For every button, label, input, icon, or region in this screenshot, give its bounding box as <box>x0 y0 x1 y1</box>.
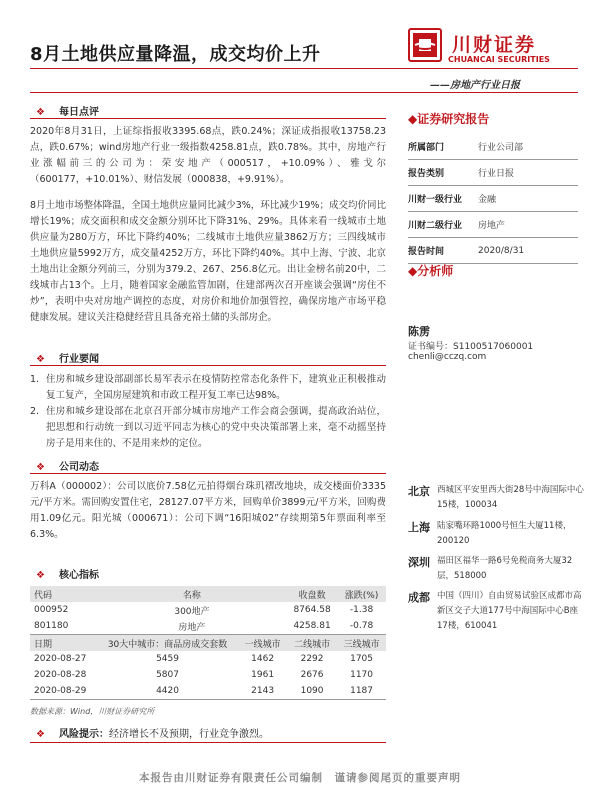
table-row: 801180 房地产 4258.81 -0.78 <box>30 618 386 635</box>
diamond-bullet-icon: ❖ <box>36 570 45 581</box>
diamond-bullet-icon: ❖ <box>36 729 45 740</box>
table-row: 川财一级行业 金融 <box>408 186 578 212</box>
section-industry-news: ❖ 行业要闻 <box>36 354 99 365</box>
office-address: 福田区福华一路6号免税商务大厦32层，518000 <box>437 556 573 581</box>
logo-icon <box>408 28 442 62</box>
list-item: 2. 住房和城乡建设部在北京召开部分城市房地产工作会商会强调，提高政治站位，把思想和行动统一到以习近平同志为核心的党中央决策部署上来，毫不动摇坚持房子是用来住的、不是用来炒的定位。 <box>30 406 386 449</box>
section-divider <box>30 473 386 474</box>
key-indicators-table <box>30 586 386 700</box>
table-source-note: 数据来源：Wind，川财证券研究所 <box>30 707 155 716</box>
risk-warning: ❖ 风险提示：经济增长不及预期，行业竞争激烈。 <box>36 729 269 740</box>
industry-news-list <box>30 372 386 452</box>
section-company-news: ❖ 公司动态 <box>36 462 99 473</box>
diamond-bullet-icon: ◆ <box>408 264 418 278</box>
table-row: 2020-08-29 4420 2143 1090 1187 <box>30 683 386 700</box>
header-divider <box>30 68 578 69</box>
office-address: 西城区平安里西大街28号中海国际中心15楼，100034 <box>437 485 584 510</box>
office-city: 北京 <box>408 485 430 498</box>
market-summary: 2020年8月31日，上证综指报收3395.68点，跌0.24%；深证成指报收13758.23点，跌0.67%；wind房地产行业一级指数4258.81点，跌0.78%。其中，房地产行业涨幅前三的公司为：荣安地产（000517，+10.09%）、雅戈尔（600177，+10.01%）、财信发展（000838，+9.91%）。 <box>30 126 386 185</box>
table-row: 报告时间 2020/8/31 <box>408 238 578 264</box>
table-row: 报告类别 行业日报 <box>408 160 578 186</box>
subtitle-divider <box>30 92 578 93</box>
table-header-row: 日期 30大中城市：商品房成交套数 一线城市 二线城市 三线城市 <box>30 635 386 652</box>
analyst-name: 陈雳 <box>408 325 430 338</box>
report-info-table <box>408 134 578 264</box>
footer-disclaimer: 本报告由川财证券有限责任公司编制 谨请参阅尾页的重要声明 <box>139 772 461 784</box>
daily-review-body <box>30 124 386 326</box>
table-row: 2020-08-28 5807 1961 2676 1170 <box>34 670 374 680</box>
analyst-license: 证书编号：S1100517060001 <box>408 342 534 352</box>
office-city: 上海 <box>408 521 430 534</box>
report-title: 8月土地供应量降温，成交均价上升 <box>30 44 321 65</box>
section-divider <box>30 365 386 366</box>
diamond-bullet-icon: ◆ <box>408 112 418 126</box>
diamond-bullet-icon: ❖ <box>36 107 45 118</box>
logo-text-en: CHUANCAI SECURITIES <box>448 55 550 64</box>
table-row: 000952 300地产 8764.58 -1.38 <box>34 605 374 617</box>
section-divider <box>30 118 386 119</box>
company-news-body: 万科A（000002）：公司以底价7.58亿元拍得烟台珠玑褶改地块，成交楼面价3335元/平方米。需回购安置住宅，28127.07平方米，回购单价3899元/平方米，回购费用1.09亿元。阳光城（000671）：公司下调“16阳城02”存续期第5年票面利率至6.3%。 <box>30 481 386 540</box>
report-info-heading: ◆证券研究报告 <box>408 112 490 126</box>
office-city: 深圳 <box>408 556 430 569</box>
table-header-row: 代码 名称 收盘数 涨跌(%) <box>30 586 386 602</box>
office-address: 陆家嘴环路1000号恒生大厦11楼，200120 <box>437 521 572 546</box>
office-address: 中国（四川）自由贸易试验区成都市高新区交子大道177号中海国际中心B座17楼，610041 <box>437 591 582 631</box>
table-row: 2020-08-27 5459 1462 2292 1705 <box>34 654 374 664</box>
analyst-heading: ◆分析师 <box>408 264 454 278</box>
table-row: 所属部门 行业公司部 <box>408 134 578 160</box>
diamond-bullet-icon: ❖ <box>36 462 45 473</box>
list-item: 1. 住房和城乡建设部副部长易军表示在疫情防控常态化条件下，建筑业正积极推动复工复产，全国房屋建筑和市政工程开复工率已达98%。 <box>30 374 386 401</box>
diamond-bullet-icon: ❖ <box>36 354 45 365</box>
section-divider <box>30 742 386 743</box>
analyst-email[interactable]: chenli@cczq.com <box>408 352 487 362</box>
office-city: 成都 <box>408 591 430 604</box>
logo-text: 川财证券 <box>452 34 537 56</box>
section-daily-review: ❖ 每日点评 <box>36 107 99 118</box>
land-market-analysis: 8月土地市场整体降温，全国土地供应量同比减少3%，环比减少19%；成交均价同比增长19%；成交面积和成交金额分别环比下降31%、29%。具体来看一线城市土地供应量为280万方，环比下降约40%；二线城市土地供应量3862万方；三四线城市土地供应量5992万方，成交量4252万方，环比下降约40%。其中上海、宁波、北京土地出让金额分列前三，分别为379.2、267、256.8亿元。出让金榜名前20中，二线城市占13个。上月，随着国家金融监管加剧，住建部两次召开座谈会强调“房住不炒”，表明中央对房地产调控的态度，对房价和地价加强管控，确保房地产市场平稳健康发展。建议关注稳健经营且具备充裕土储的头部房企。 <box>30 200 386 323</box>
report-subtitle: ——房地产行业日报 <box>430 80 520 91</box>
table-row: 川财二级行业 房地产 <box>408 212 578 238</box>
section-key-indicators: ❖ 核心指标 <box>36 570 99 581</box>
